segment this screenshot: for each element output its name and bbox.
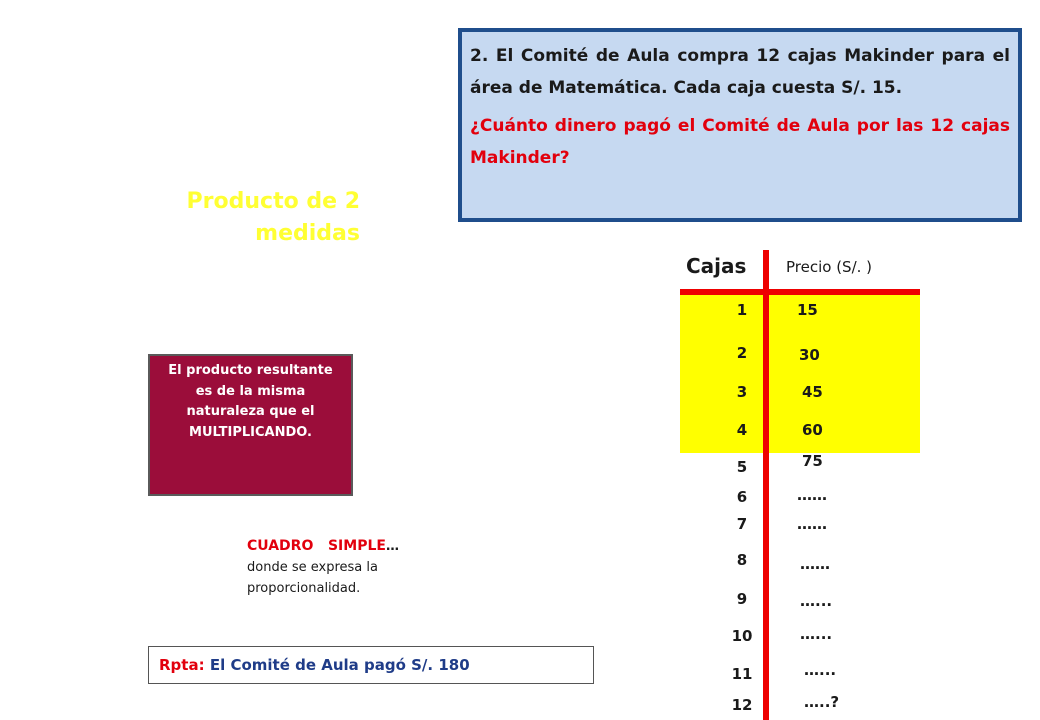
simple-note-heading-line: [247, 536, 507, 557]
cajas-cell: 10: [731, 627, 753, 645]
problem-box: [458, 28, 1022, 222]
simple-note-heading: CUADRO SIMPLE: [247, 538, 386, 554]
cajas-cell: 6: [736, 488, 748, 506]
precio-cell: ……: [800, 555, 830, 573]
precio-cell: …..?: [804, 693, 840, 711]
table-header-line: [680, 289, 920, 295]
topic-title: Producto de 2 medidas: [186, 189, 360, 246]
table-divider-line: [763, 250, 769, 720]
precio-cell: 75: [802, 452, 823, 470]
cajas-cell: 2: [736, 344, 748, 362]
cajas-cell: 9: [736, 590, 748, 608]
header-precio: Precio (S/. ): [786, 258, 873, 276]
answer-box: [148, 646, 594, 684]
answer-text: El Comité de Aula pagó S/. 180: [209, 656, 470, 674]
note-box: El producto resultante es de la misma naturaleza que el MULTIPLICANDO.: [148, 354, 353, 496]
cajas-cell: 7: [736, 515, 748, 533]
precio-cell: 15: [797, 301, 818, 319]
cajas-cell: 4: [736, 421, 748, 439]
precio-cell: 30: [799, 346, 820, 364]
precio-cell: ……: [797, 515, 827, 533]
cajas-cell: 12: [731, 696, 753, 714]
simple-note: [247, 536, 507, 599]
cajas-cell: 11: [731, 665, 753, 683]
cajas-cell: 3: [736, 383, 748, 401]
cajas-cell: 5: [736, 458, 748, 476]
answer-label: Rpta:: [159, 656, 205, 674]
precio-cell: …...: [800, 592, 833, 610]
header-cajas: Cajas: [686, 254, 747, 278]
problem-question: ¿Cuánto dinero pagó el Comité de Aula por las 12 cajas Makinder?: [470, 116, 1010, 168]
precio-cell: 45: [802, 383, 823, 401]
simple-note-ellipsis: …: [385, 539, 399, 554]
precio-cell: …...: [800, 625, 833, 643]
precio-cell: ……: [797, 486, 827, 504]
precio-cell: …...: [804, 661, 837, 679]
simple-note-line2: proporcionalidad.: [247, 581, 361, 596]
simple-note-line1: donde se expresa la: [247, 560, 378, 575]
precio-cell: 60: [802, 421, 823, 439]
cajas-cell: 8: [736, 551, 748, 569]
cajas-cell: 1: [736, 301, 748, 319]
problem-statement: 2. El Comité de Aula compra 12 cajas Makinder para el área de Matemática. Cada caja cuesta S/. 15.: [470, 46, 1010, 98]
